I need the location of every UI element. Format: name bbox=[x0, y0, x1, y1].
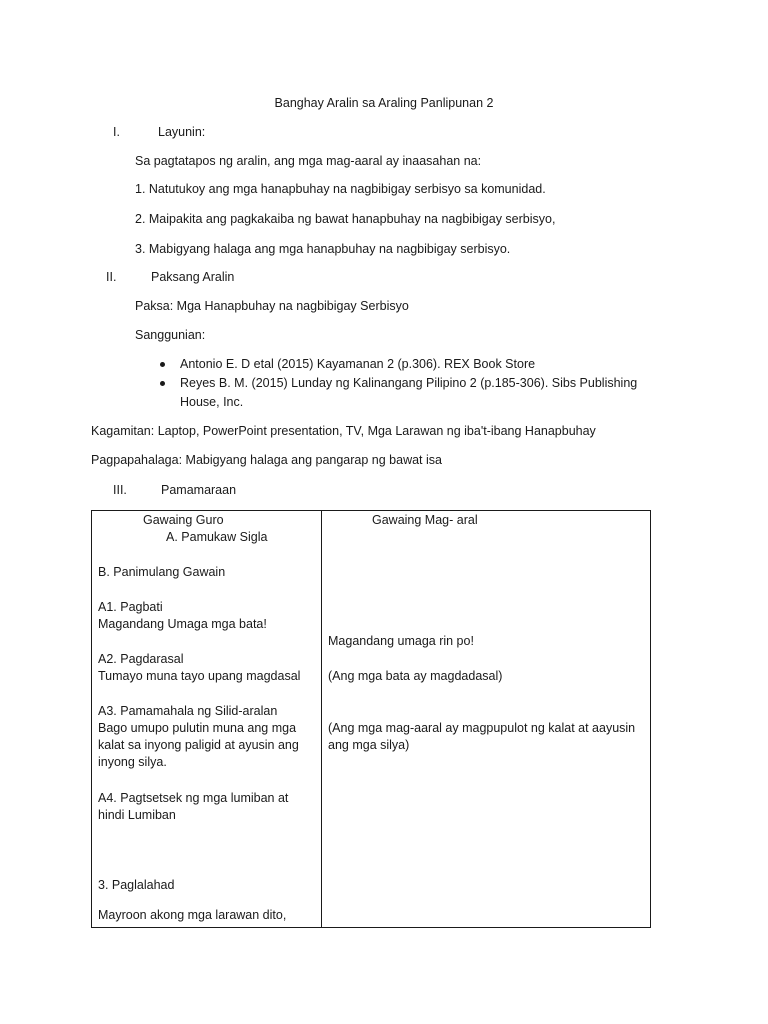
sanggunian-label: Sanggunian: bbox=[135, 328, 206, 342]
paglalahad-title: 3. Paglalahad bbox=[98, 878, 175, 892]
procedure-table bbox=[91, 510, 651, 928]
pagbati-text: Magandang Umaga mga bata! bbox=[98, 617, 267, 631]
student-column-header: Gawaing Mag- aral bbox=[372, 513, 478, 527]
pagtsetsek-line-2: hindi Lumiban bbox=[98, 808, 176, 822]
pagpapahalaga-text: Pagpapahalaga: Mabigyang halaga ang pangarap ng bawat isa bbox=[91, 453, 442, 467]
pamukaw-sigla: A. Pamukaw Sigla bbox=[166, 530, 268, 544]
bullet-icon bbox=[160, 381, 165, 386]
reference-2: Reyes B. M. (2015) Lunday ng Kalinangang Pilipino 2 (p.185-306). Sibs Publishing bbox=[180, 376, 638, 390]
pagdarasal-text: Tumayo muna tayo upang magdasal bbox=[98, 669, 301, 683]
pamamahala-line-2: kalat sa inyong paligid at ayusin ang bbox=[98, 738, 299, 752]
objective-2: 2. Maipakita ang pagkakaiba ng bawat hanapbuhay na nagbibigay serbisyo, bbox=[135, 212, 556, 226]
document-title: Banghay Aralin sa Araling Panlipunan 2 bbox=[274, 96, 494, 110]
objectives-intro: Sa pagtatapos ng aralin, ang mga mag-aaral ay inaasahan na: bbox=[135, 154, 482, 168]
section-3-heading: Pamamaraan bbox=[161, 483, 237, 497]
pamamahala-line-3: inyong silya. bbox=[98, 755, 167, 769]
pagbati-title: A1. Pagbati bbox=[98, 600, 163, 614]
column-divider bbox=[321, 511, 322, 927]
pamamahala-title: A3. Pamamahala ng Silid-aralan bbox=[98, 704, 278, 718]
student-response-2: (Ang mga bata ay magdadasal) bbox=[328, 669, 503, 683]
objective-3: 3. Mabigyang halaga ang mga hanapbuhay na nagbibigay serbisyo. bbox=[135, 242, 511, 256]
section-2-heading: Paksang Aralin bbox=[151, 270, 235, 284]
section-3-number: III. bbox=[113, 483, 127, 497]
section-1-number: I. bbox=[113, 125, 120, 139]
teacher-column-header: Gawaing Guro bbox=[143, 513, 224, 527]
kagamitan-text: Kagamitan: Laptop, PowerPoint presentation, TV, Mga Larawan ng iba't-ibang Hanapbuhay bbox=[91, 424, 596, 438]
student-response-3-line-1: (Ang mga mag-aaral ay magpupulot ng kalat at aayusin bbox=[328, 721, 636, 735]
paksa-text: Paksa: Mga Hanapbuhay na nagbibigay Serbisyo bbox=[135, 299, 409, 313]
pagdarasal-title: A2. Pagdarasal bbox=[98, 652, 184, 666]
pamamahala-line-1: Bago umupo pulutin muna ang mga bbox=[98, 721, 297, 735]
student-response-3-line-2: ang mga silya) bbox=[328, 738, 410, 752]
section-2-number: II. bbox=[106, 270, 117, 284]
bullet-icon bbox=[160, 362, 165, 367]
panimulang-gawain: B. Panimulang Gawain bbox=[98, 565, 226, 579]
reference-2-continued: House, Inc. bbox=[180, 395, 244, 409]
student-response-1: Magandang umaga rin po! bbox=[328, 634, 474, 648]
reference-1: Antonio E. D etal (2015) Kayamanan 2 (p.306). REX Book Store bbox=[180, 357, 536, 371]
pagtsetsek-line-1: A4. Pagtsetsek ng mga lumiban at bbox=[98, 791, 289, 805]
paglalahad-text: Mayroon akong mga larawan dito, bbox=[98, 908, 287, 922]
objective-1: 1. Natutukoy ang mga hanapbuhay na nagbibigay serbisyo sa komunidad. bbox=[135, 182, 546, 196]
section-1-heading: Layunin: bbox=[158, 125, 206, 139]
